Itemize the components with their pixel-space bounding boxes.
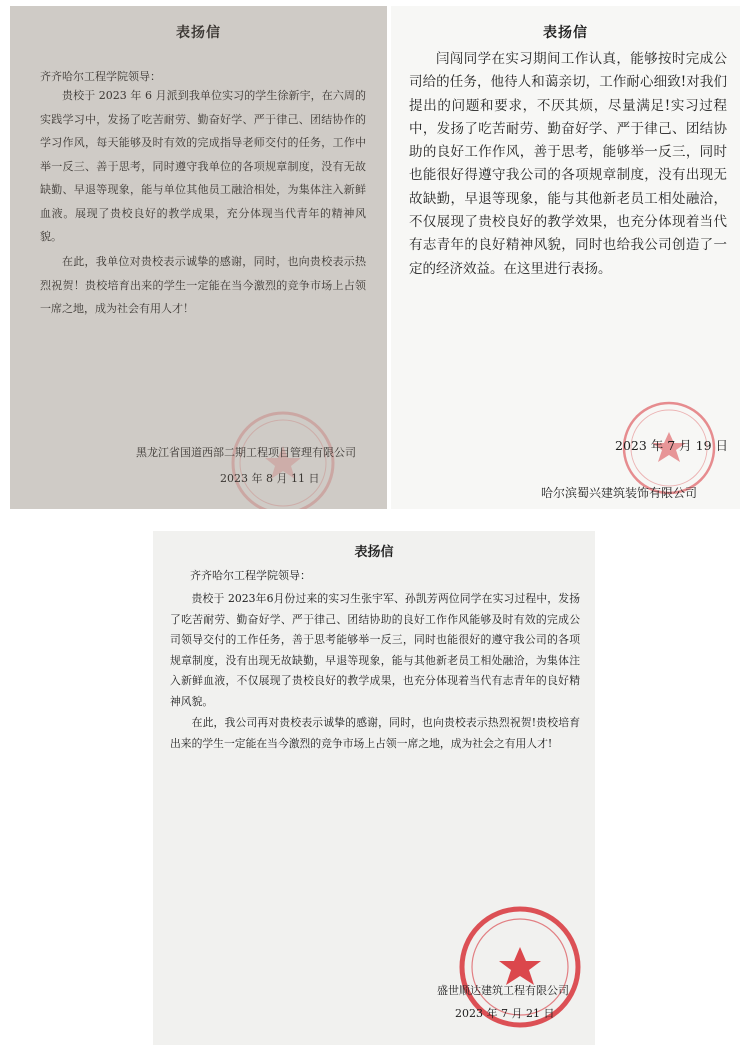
letter-paragraph-2: 在此，我单位对贵校表示诚挚的感谢，同时，也向贵校表示热烈祝贺！贵校培育出来的学生一定能在当今激烈的竞争市场上占领一席之地，成为社会有用人才！ [40,255,366,315]
letter-date: 2023 年 7 月 21 日 [455,1007,555,1020]
letter-signature: 黑龙江省国道西部二期工程项目管理有限公司 [136,446,356,459]
letter-paragraph-1: 闫闯同学在实习期间工作认真，能够按时完成公司给的任务，他待人和蔼亲切，工作耐心细致!对我们提出的问题和要求，不厌其烦，尽量满足!实习过程中，发扬了吃苦耐劳、勤奋好学、严于律己、团结协助的良好工作作风，善于思考，能够举一反三，同时也能很好得遵守我公司的各项规章制度，没有出现无故缺勤，早退等现象，能与其他新老员工相处融洽，不仅展现了贵校良好的教学效果，也充分体现着当代有志青年的良好精神风貌，同时也给我公司创造了一定的经济效益。在这里进行表扬。 [409,51,727,277]
letter-date: 2023 年 8 月 11 日 [220,472,320,485]
letter-date: 2023 年 7 月 19 日 [615,438,729,453]
letter-paragraph-1: 贵校于 2023年6月份过来的实习生张宇军、孙凯芳两位同学在实习过程中，发扬了吃苦耐劳、勤奋好学、严于律己、团结协助的良好工作作风能够及时有效的完成公司领导交付的工作任务，善于思考能够举一反三，同时也能很好的遵守我公司的各项规章制度，没有出现无故缺勤，早退等现象，能与其他新老员工相处融洽，为集体注入新鲜血液，不仅展现了贵校良好的教学成果，也充分体现着当代有志青年的良好精神风貌。 [170,592,580,708]
commendation-letter-3 [153,531,595,1045]
letter-signature: 哈尔滨蜀兴建筑装饰有限公司 [541,486,698,500]
commendation-letter-1 [10,6,387,509]
letter-paragraph-1: 贵校于 2023 年 6 月派到我单位实习的学生徐新宇，在六周的实践学习中，发扬了吃苦耐劳、勤奋好学、严于律己、团结协作的学习作风，每天能够及时有效的完成指导老师交付的任务，工作中举一反三、善于思考，同时遵守我单位的各项规章制度，没有无故缺勤、早退等现象，能与单位其他员工融洽相处，为集体注入新鲜血液。展现了贵校良好的教学成果，充分体现当代青年的精神风貌。 [40,89,366,243]
commendation-letter-2 [391,6,740,509]
letter-paragraph-2: 在此，我公司再对贵校表示诚挚的感谢，同时，也向贵校表示热烈祝贺!贵校培育出来的学生一定能在当今激烈的竞争市场上占领一席之地，成为社会之有用人才! [170,716,580,750]
letter-title: 表扬信 [354,545,394,560]
letter-greeting: 齐齐哈尔工程学院领导： [190,569,311,582]
letter-signature: 盛世顺达建筑工程有限公司 [437,984,569,997]
letter-title: 表扬信 [543,25,588,41]
letter-greeting: 齐齐哈尔工程学院领导： [40,70,161,83]
letter-title: 表扬信 [176,25,221,41]
